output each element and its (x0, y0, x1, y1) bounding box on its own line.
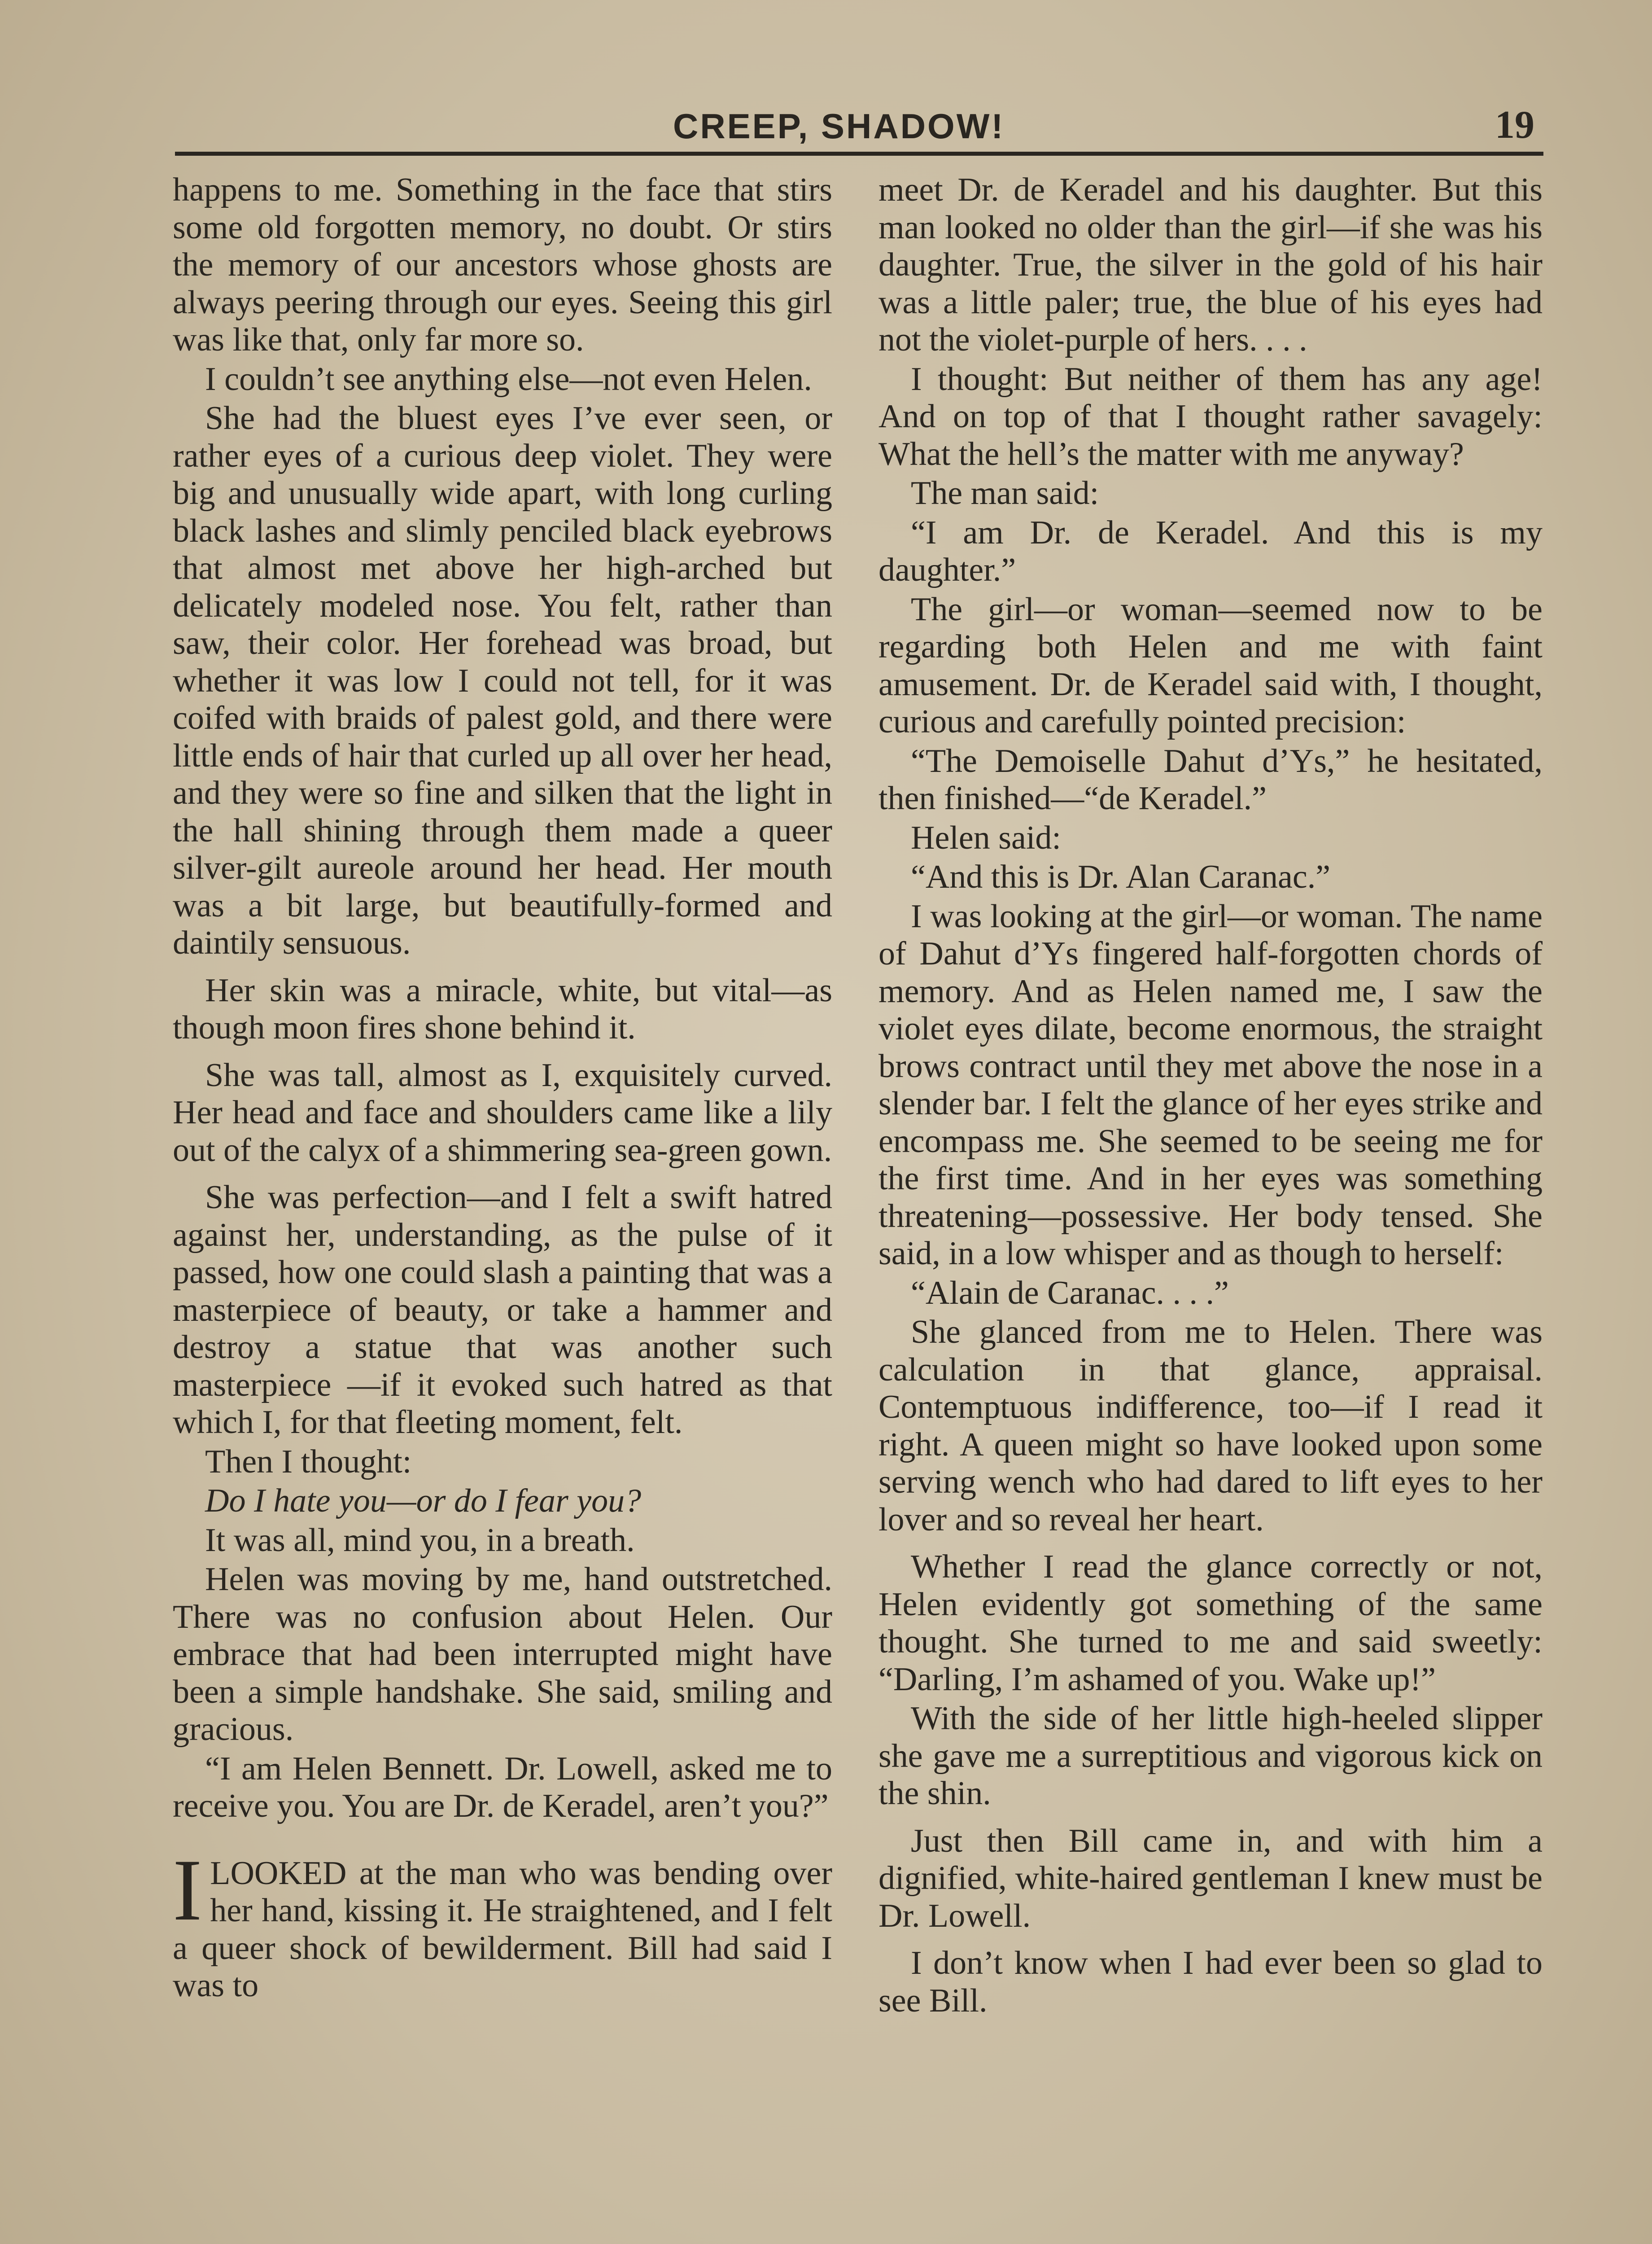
paragraph: With the side of her little high-heeled slipper she gave me a surreptitious and vigorous kick on the shin. (878, 1700, 1543, 1812)
paragraph: Then I thought: (205, 1443, 412, 1480)
paragraph: Her skin was a miracle, white, but vital—as though moon fires shone behind it. (173, 972, 832, 1046)
paragraph: The man said: (911, 475, 1099, 512)
paragraph: “And this is Dr. Alan Caranac.” (911, 859, 1331, 895)
paragraph: She had the bluest eyes I’ve ever seen, or rather eyes of a curious deep violet. They were big and unusually wide apart, with long curling black lashes and slimly penciled black eyebrows that almost met above her high-arched but delicately modeled nose. You felt, rather than saw, their color. Her forehead was broad, but whether it was low I could not tell, for it was coifed with braids of palest gold, and there were little ends of hair that curled up all over her head, and they were so fine and silken that the light in the hall shining through them made a queer silver-gilt aureole around her head. Her mouth was a bit large, but beautifully-formed and daintily sensuous. (173, 400, 832, 961)
paragraph: Just then Bill came in, and with him a dignified, white-haired gentleman I knew must be Dr. Lowell. (878, 1822, 1543, 1934)
paragraph: Whether I read the glance correctly or not, Helen evidently got something of the same thought. She turned to me and said sweetly: “Darling, I’m ashamed of you. Wake up!” (878, 1548, 1543, 1698)
paragraph: meet Dr. de Keradel and his daughter. But this man looked no older than the girl—if she was his daughter. True, the silver in the gold of his hair was a little paler; true, the blue of his eyes had not the violet-purple of hers. . . . (878, 171, 1543, 358)
italic-thought: Do I hate you—or do I fear you? (205, 1482, 642, 1519)
drop-cap: I (173, 1841, 202, 1939)
paragraph: happens to me. Something in the face that stirs some old forgotten memory, no doubt. Or stirs the memory of our ancestors whose ghosts are always peering through our eyes. Seeing this girl was like that, only far more so. (173, 171, 832, 358)
paragraph: It was all, mind you, in a breath. (205, 1521, 635, 1559)
paragraph: The girl—or woman—seemed now to be regarding both Helen and me with faint amusement. Dr. de Keradel said with, I thought, curious and carefully pointed precision: (878, 591, 1543, 740)
paragraph: I was looking at the girl—or woman. The name of Dahut d’Ys fingered half-forgotten chords of memory. And as Helen named me, I saw the violet eyes dilate, become enormous, the straight brows contract until they met above the nose in a slender bar. I felt the glance of her eyes strike and encompass me. She seemed to be seeing me for the first time. And in her eyes was something threatening—possessive. Her body tensed. She said, in a low whisper and as though to herself: (878, 898, 1543, 1272)
paragraph: Helen was moving by me, hand outstretched. There was no confusion about Helen. Our embrace that had been interrupted might have been a simple handshake. She said, smiling and gracious. (173, 1561, 832, 1748)
right-column (878, 171, 1543, 2021)
paragraph: I couldn’t see anything else—not even Helen. (205, 360, 812, 398)
paragraph: “Alain de Caranac. . . .” (911, 1274, 1229, 1311)
paragraph: “The Demoiselle Dahut d’Ys,” he hesitated, then finished—“de Keradel.” (878, 742, 1543, 817)
paragraph: Helen said: (911, 819, 1061, 856)
page-number: 19 (1495, 103, 1534, 147)
paragraph: I thought: But neither of them has any age! And on top of that I thought rather savagely: What the hell’s the matter with me anyway? (878, 360, 1543, 473)
paragraph: She was perfection—and I felt a swift hatred against her, understanding, as the pulse of it passed, how one could slash a painting that was a masterpiece of beauty, or take a hammer and destroy a statue that was another such masterpiece —if it evoked such hatred as that which I, for that fleeting moment, felt. (173, 1179, 832, 1441)
paragraph: She glanced from me to Helen. There was calculation in that glance, appraisal. Contemptuous indifference, too—if I read it right. A queen might so have looked upon some serving wench who had dared to lift eyes to her lover and so reveal her heart. (878, 1314, 1543, 1538)
paragraph: She was tall, almost as I, exquisitely curved. Her head and face and shoulders came like a lily out of the calyx of a shimmering sea-green gown. (173, 1056, 832, 1169)
left-column (173, 171, 832, 2007)
running-title: CREEP, SHADOW! (673, 106, 1005, 146)
dropcap-paragraph-text: LOOKED at the man who was bending over her hand, kissing it. He straightened, and I felt a queer shock of bewilderment. Bill had said I was to (173, 1854, 832, 2004)
page-header (175, 102, 1543, 156)
dropcap-paragraph (173, 1841, 832, 2005)
paragraph: “I am Dr. de Keradel. And this is my daughter.” (878, 514, 1543, 588)
paragraph: “I am Helen Bennett. Dr. Lowell, asked me to receive you. You are Dr. de Keradel, aren’t you?” (173, 1750, 832, 1824)
paragraph: I don’t know when I had ever been so glad to see Bill. (878, 1945, 1543, 2019)
